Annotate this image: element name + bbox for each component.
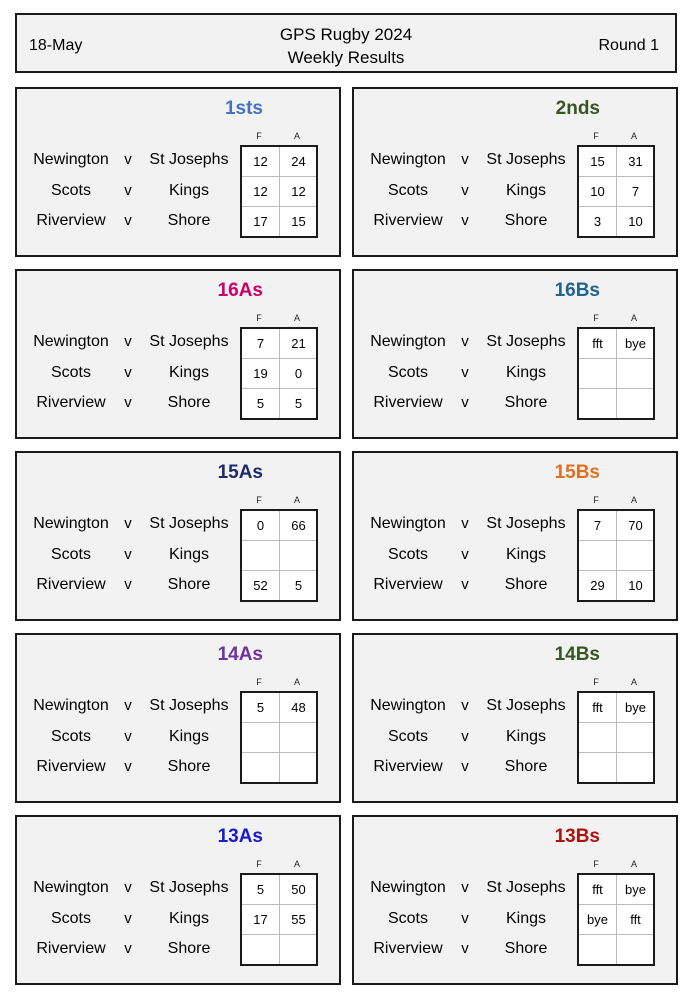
versus-label: v [461, 697, 469, 714]
results-panel [352, 815, 678, 985]
versus-label: v [124, 576, 132, 593]
match-row [354, 872, 590, 903]
away-team: Shore [167, 212, 211, 229]
score-against: fft [630, 912, 641, 927]
score-against: bye [625, 882, 646, 897]
versus-label: v [124, 182, 132, 199]
score-table [577, 327, 655, 420]
home-team: Scots [50, 182, 91, 199]
for-column-label: F [256, 131, 262, 141]
for-column-label: F [256, 495, 262, 505]
home-team: Newington [370, 151, 446, 168]
home-team: Newington [33, 151, 109, 168]
score-against [617, 723, 654, 752]
results-panel [15, 633, 341, 803]
panel-title: 14As [217, 644, 263, 665]
match-row [354, 508, 590, 539]
panel-title: 13As [217, 826, 263, 847]
away-team: Kings [168, 728, 210, 745]
for-column-label: F [256, 313, 262, 323]
header-round: Round 1 [598, 37, 659, 54]
score-table [577, 509, 655, 602]
away-team: Shore [504, 940, 548, 957]
results-panel [15, 269, 341, 439]
away-team: St Josephs [149, 697, 229, 714]
score-for: 12 [253, 154, 268, 169]
score-against: 55 [291, 912, 306, 927]
score-against: 12 [291, 184, 306, 199]
score-for: 19 [253, 366, 268, 381]
score-for: 7 [593, 518, 602, 533]
match-row [17, 508, 253, 539]
away-team: Shore [504, 212, 548, 229]
match-row [354, 933, 590, 964]
match-row [17, 144, 253, 175]
home-team: Riverview [373, 212, 443, 229]
score-table [240, 873, 318, 966]
score-for [579, 389, 616, 418]
home-team: Scots [50, 728, 91, 745]
results-panel [352, 87, 678, 257]
score-for [242, 723, 279, 752]
home-team: Newington [33, 515, 109, 532]
results-panel [352, 269, 678, 439]
versus-label: v [124, 910, 132, 927]
versus-label: v [461, 758, 469, 775]
against-column-label: A [630, 677, 637, 687]
versus-label: v [124, 333, 132, 350]
versus-label: v [461, 728, 469, 745]
score-against [617, 359, 654, 388]
score-for: fft [592, 700, 603, 715]
home-team: Riverview [373, 394, 443, 411]
for-column-label: F [256, 859, 262, 869]
match-row [354, 205, 590, 236]
versus-label: v [124, 515, 132, 532]
versus-label: v [124, 364, 132, 381]
away-team: St Josephs [486, 151, 566, 168]
home-team: Scots [50, 546, 91, 563]
score-against: 5 [294, 578, 303, 593]
header-title [17, 23, 675, 69]
match-row [17, 751, 253, 782]
versus-label: v [124, 940, 132, 957]
versus-label: v [461, 515, 469, 532]
versus-label: v [124, 151, 132, 168]
away-team: St Josephs [486, 879, 566, 896]
home-team: Newington [33, 697, 109, 714]
results-panel [15, 815, 341, 985]
versus-label: v [124, 728, 132, 745]
score-for: 17 [253, 912, 268, 927]
away-team: St Josephs [149, 515, 229, 532]
score-against [280, 541, 317, 570]
home-team: Riverview [36, 758, 106, 775]
away-team: Shore [504, 576, 548, 593]
score-for: 29 [590, 578, 605, 593]
match-row [17, 933, 253, 964]
away-team: Kings [505, 728, 547, 745]
score-against: 5 [294, 396, 303, 411]
score-against [617, 541, 654, 570]
score-for [242, 541, 279, 570]
match-row [354, 903, 590, 934]
score-against [617, 389, 654, 418]
score-for: 12 [253, 184, 268, 199]
match-row [354, 569, 590, 600]
match-row [354, 387, 590, 418]
against-column-label: A [293, 677, 300, 687]
versus-label: v [461, 879, 469, 896]
score-for: fft [592, 882, 603, 897]
match-row [354, 539, 590, 570]
home-team: Riverview [36, 212, 106, 229]
score-against: 50 [291, 882, 306, 897]
score-against: 66 [291, 518, 306, 533]
score-for: 17 [253, 214, 268, 229]
score-table [577, 145, 655, 238]
score-for: 7 [256, 336, 265, 351]
away-team: Kings [168, 910, 210, 927]
away-team: Shore [167, 940, 211, 957]
score-against [280, 935, 317, 964]
score-table [240, 509, 318, 602]
score-against: 21 [291, 336, 306, 351]
for-column-label: F [256, 677, 262, 687]
versus-label: v [461, 576, 469, 593]
home-team: Scots [50, 910, 91, 927]
versus-label: v [461, 910, 469, 927]
away-team: Shore [167, 758, 211, 775]
against-column-label: A [630, 495, 637, 505]
panel-title: 2nds [555, 98, 600, 119]
home-team: Newington [370, 697, 446, 714]
score-for: 3 [593, 214, 602, 229]
versus-label: v [124, 212, 132, 229]
home-team: Newington [370, 333, 446, 350]
home-team: Riverview [36, 576, 106, 593]
score-for: 15 [590, 154, 605, 169]
header-date: 18-May [29, 37, 83, 54]
for-column-label: F [593, 131, 599, 141]
match-row [17, 205, 253, 236]
score-for [579, 541, 616, 570]
score-for: 5 [256, 882, 265, 897]
panel-title: 15Bs [554, 462, 600, 483]
score-table [577, 873, 655, 966]
home-team: Scots [50, 364, 91, 381]
score-for: 10 [590, 184, 605, 199]
score-against: 0 [294, 366, 303, 381]
versus-label: v [461, 151, 469, 168]
versus-label: v [461, 546, 469, 563]
away-team: Shore [167, 576, 211, 593]
score-table [577, 691, 655, 784]
away-team: Shore [504, 394, 548, 411]
score-against [280, 753, 317, 782]
away-team: St Josephs [149, 151, 229, 168]
versus-label: v [461, 212, 469, 229]
score-against: 10 [628, 214, 643, 229]
for-column-label: F [593, 859, 599, 869]
against-column-label: A [630, 131, 637, 141]
match-row [354, 175, 590, 206]
match-row [17, 903, 253, 934]
score-for: 52 [253, 578, 268, 593]
match-row [17, 357, 253, 388]
match-row [17, 690, 253, 721]
score-for [579, 935, 616, 964]
panel-title: 1sts [224, 98, 263, 119]
away-team: Kings [505, 910, 547, 927]
score-for: 5 [256, 396, 265, 411]
match-row [17, 872, 253, 903]
score-against [617, 935, 654, 964]
results-panel [352, 633, 678, 803]
score-table [240, 691, 318, 784]
score-for [579, 359, 616, 388]
score-for: bye [587, 912, 608, 927]
match-row [17, 569, 253, 600]
results-panel [15, 87, 341, 257]
match-row [17, 721, 253, 752]
score-against: 7 [631, 184, 640, 199]
versus-label: v [461, 333, 469, 350]
score-for [579, 723, 616, 752]
score-table [240, 327, 318, 420]
panel-title: 13Bs [554, 826, 600, 847]
score-for [242, 753, 279, 782]
match-row [17, 539, 253, 570]
match-row [354, 326, 590, 357]
against-column-label: A [293, 495, 300, 505]
home-team: Scots [387, 910, 428, 927]
match-row [354, 144, 590, 175]
header-title-line1: GPS Rugby 2024 [279, 25, 413, 44]
home-team: Scots [387, 546, 428, 563]
home-team: Newington [33, 879, 109, 896]
away-team: Kings [168, 546, 210, 563]
for-column-label: F [593, 313, 599, 323]
away-team: Kings [168, 364, 210, 381]
match-row [354, 690, 590, 721]
home-team: Scots [387, 728, 428, 745]
score-for [242, 935, 279, 964]
score-for [579, 753, 616, 782]
for-column-label: F [593, 495, 599, 505]
panel-title: 16Bs [554, 280, 600, 301]
score-against: 48 [291, 700, 306, 715]
home-team: Riverview [36, 940, 106, 957]
score-against: 24 [291, 154, 306, 169]
home-team: Newington [370, 879, 446, 896]
away-team: Shore [167, 394, 211, 411]
away-team: Shore [504, 758, 548, 775]
away-team: St Josephs [486, 333, 566, 350]
away-team: St Josephs [486, 697, 566, 714]
against-column-label: A [630, 859, 637, 869]
score-table [240, 145, 318, 238]
score-for: 0 [256, 518, 265, 533]
panel-title: 16As [217, 280, 263, 301]
match-row [17, 387, 253, 418]
score-against: bye [625, 336, 646, 351]
score-for: 5 [256, 700, 265, 715]
results-panel [15, 451, 341, 621]
score-against: 10 [628, 578, 643, 593]
home-team: Riverview [373, 940, 443, 957]
match-row [354, 751, 590, 782]
home-team: Riverview [373, 576, 443, 593]
versus-label: v [124, 394, 132, 411]
versus-label: v [461, 394, 469, 411]
score-for: fft [592, 336, 603, 351]
score-against: 31 [628, 154, 643, 169]
away-team: Kings [505, 182, 547, 199]
match-row [354, 721, 590, 752]
home-team: Riverview [373, 758, 443, 775]
home-team: Scots [387, 182, 428, 199]
for-column-label: F [593, 677, 599, 687]
results-panel [352, 451, 678, 621]
home-team: Newington [33, 333, 109, 350]
versus-label: v [461, 364, 469, 381]
away-team: Kings [505, 546, 547, 563]
score-against: 15 [291, 214, 306, 229]
versus-label: v [461, 182, 469, 199]
against-column-label: A [293, 131, 300, 141]
versus-label: v [124, 758, 132, 775]
away-team: Kings [168, 182, 210, 199]
score-against [280, 723, 317, 752]
score-against: 70 [628, 518, 643, 533]
home-team: Scots [387, 364, 428, 381]
match-row [17, 175, 253, 206]
away-team: St Josephs [486, 515, 566, 532]
away-team: Kings [505, 364, 547, 381]
versus-label: v [124, 546, 132, 563]
versus-label: v [461, 940, 469, 957]
header-title-line2: Weekly Results [287, 48, 405, 67]
away-team: St Josephs [149, 333, 229, 350]
against-column-label: A [293, 859, 300, 869]
score-against [617, 753, 654, 782]
score-against: bye [625, 700, 646, 715]
home-team: Riverview [36, 394, 106, 411]
panel-title: 15As [217, 462, 263, 483]
versus-label: v [124, 697, 132, 714]
away-team: St Josephs [149, 879, 229, 896]
against-column-label: A [293, 313, 300, 323]
home-team: Newington [370, 515, 446, 532]
panel-title: 14Bs [554, 644, 600, 665]
results-header [15, 13, 677, 73]
match-row [17, 326, 253, 357]
against-column-label: A [630, 313, 637, 323]
match-row [354, 357, 590, 388]
versus-label: v [124, 879, 132, 896]
